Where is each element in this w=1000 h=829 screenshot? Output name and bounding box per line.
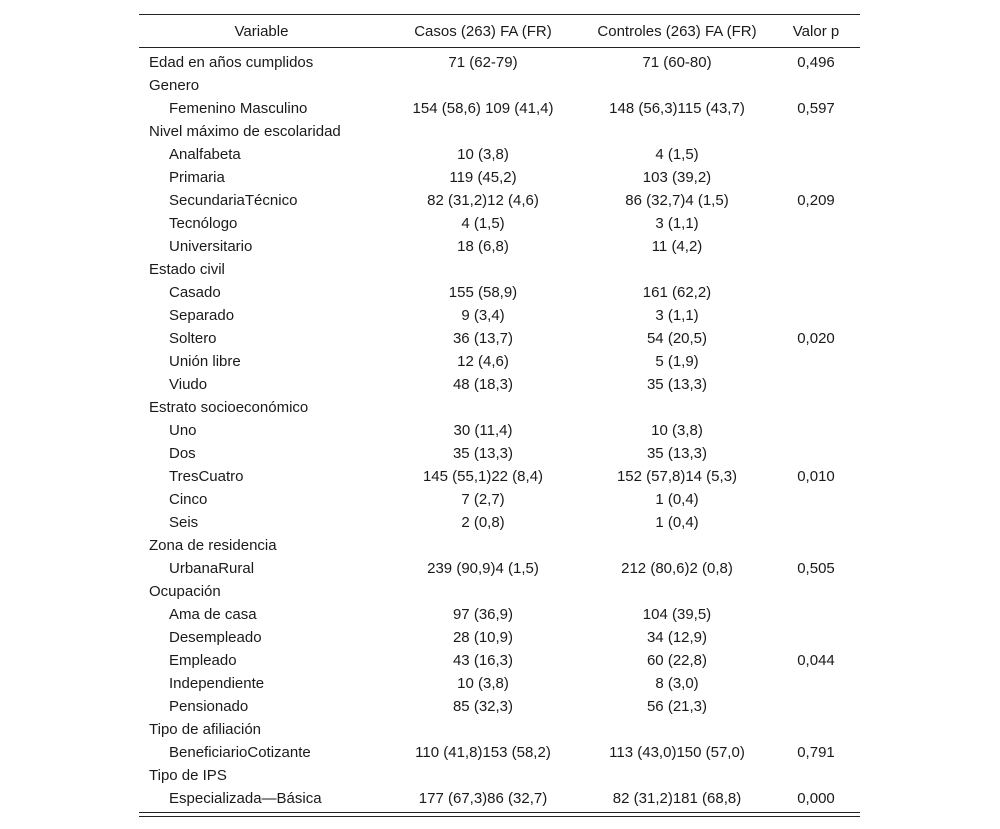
cell-controles: 103 (39,2)	[642, 169, 712, 186]
cell-controles	[582, 74, 772, 97]
cell-controles: 152 (57,8)14 (5,3)	[616, 468, 738, 485]
cell-controles: 86 (32,7)4 (1,5)	[625, 192, 729, 209]
row-variable-label: Tipo de afiliación	[149, 721, 262, 738]
cell-valor-p	[772, 396, 860, 419]
cell-controles	[582, 120, 772, 143]
cell-valor-p	[772, 695, 860, 718]
cell-valor-p: 0,496	[797, 54, 835, 71]
cell-casos	[384, 764, 582, 787]
cell-casos: 9 (3,4)	[461, 307, 505, 324]
cell-controles	[582, 534, 772, 557]
cell-controles	[582, 764, 772, 787]
cell-casos: 110 (41,8)153 (58,2)	[415, 744, 551, 761]
cell-valor-p	[772, 672, 860, 695]
table-row	[139, 304, 860, 327]
cell-valor-p	[772, 74, 860, 97]
cell-valor-p	[772, 442, 860, 465]
cell-casos: 82 (31,2)12 (4,6)	[427, 192, 539, 209]
row-variable-label: Tipo de IPS	[149, 767, 227, 784]
cell-casos	[384, 74, 582, 97]
row-category-label: Casado	[169, 284, 221, 301]
header-variable: Variable	[139, 15, 384, 48]
cell-controles: 11 (4,2)	[651, 238, 703, 255]
table-row	[139, 695, 860, 718]
cell-controles: 5 (1,9)	[655, 353, 699, 370]
cell-casos: 145 (55,1)22 (8,4)	[422, 468, 544, 485]
cell-controles	[582, 718, 772, 741]
row-category-label: Separado	[169, 307, 235, 324]
cell-valor-p	[772, 120, 860, 143]
cell-casos: 177 (67,3)86 (32,7)	[418, 790, 548, 807]
cell-casos	[384, 120, 582, 143]
row-category-label: Universitario	[169, 238, 253, 255]
cell-controles: 113 (43,0)150 (57,0)	[609, 744, 745, 761]
cell-valor-p	[772, 718, 860, 741]
row-variable-label: Estrato socioeconómico	[149, 399, 309, 416]
cell-controles: 1 (0,4)	[655, 514, 699, 531]
row-variable-label: Edad en años cumplidos	[149, 54, 314, 71]
row-variable-label: Zona de residencia	[149, 537, 277, 554]
cell-casos	[384, 718, 582, 741]
cell-casos: 35 (13,3)	[452, 445, 514, 462]
cell-casos: 10 (3,8)	[457, 675, 509, 692]
cell-valor-p	[772, 258, 860, 281]
cell-controles: 54 (20,5)	[646, 330, 708, 347]
table-row	[139, 626, 860, 649]
row-category-label: TresCuatro	[169, 468, 244, 485]
row-category-label: Desempleado	[169, 629, 262, 646]
cell-controles	[582, 580, 772, 603]
table-row	[139, 120, 860, 143]
cell-valor-p	[772, 511, 860, 534]
table-body	[139, 48, 860, 811]
table-row	[139, 511, 860, 534]
cell-valor-p	[772, 764, 860, 787]
row-category-label: Soltero	[169, 330, 217, 347]
table-header	[139, 15, 860, 48]
cell-controles: 4 (1,5)	[655, 146, 699, 163]
header-row	[139, 15, 860, 48]
cell-casos: 85 (32,3)	[452, 698, 514, 715]
table-row	[139, 235, 860, 258]
cell-casos: 10 (3,8)	[457, 146, 509, 163]
cell-controles	[582, 258, 772, 281]
cell-valor-p: 0,010	[797, 468, 835, 485]
cell-valor-p	[772, 603, 860, 626]
cell-valor-p: 0,791	[797, 744, 835, 761]
cell-casos: 239 (90,9)4 (1,5)	[427, 560, 539, 577]
row-category-label: Dos	[169, 445, 196, 462]
cell-valor-p: 0,209	[797, 192, 835, 209]
cell-casos	[384, 580, 582, 603]
table-row	[139, 212, 860, 235]
table-row	[139, 396, 860, 419]
table-row	[139, 327, 860, 350]
cell-controles: 104 (39,5)	[642, 606, 712, 623]
cell-valor-p	[772, 488, 860, 511]
cell-valor-p	[772, 626, 860, 649]
cell-controles: 161 (62,2)	[642, 284, 712, 301]
cell-casos: 71 (62-79)	[448, 54, 518, 71]
cell-valor-p	[772, 304, 860, 327]
header-casos: Casos (263) FA (FR)	[384, 15, 582, 48]
cell-valor-p	[772, 580, 860, 603]
cell-controles: 56 (21,3)	[646, 698, 708, 715]
cell-controles: 34 (12,9)	[646, 629, 708, 646]
table-row	[139, 534, 860, 557]
cell-valor-p	[772, 534, 860, 557]
cell-valor-p: 0,000	[797, 790, 835, 807]
table-row	[139, 48, 860, 75]
cell-valor-p	[772, 166, 860, 189]
table-row	[139, 603, 860, 626]
cell-valor-p	[772, 235, 860, 258]
row-variable-label: Ocupación	[149, 583, 221, 600]
row-category-label: Femenino Masculino	[169, 100, 308, 117]
row-variable-label: Estado civil	[149, 261, 225, 278]
table-row	[139, 741, 860, 764]
cell-controles: 71 (60-80)	[642, 54, 712, 71]
cell-casos: 155 (58,9)	[448, 284, 518, 301]
table-bottom-rule	[139, 812, 860, 817]
cell-controles: 60 (22,8)	[646, 652, 708, 669]
cell-controles: 8 (3,0)	[655, 675, 699, 692]
cell-casos: 2 (0,8)	[461, 514, 505, 531]
row-category-label: Unión libre	[169, 353, 241, 370]
row-variable-label: Genero	[149, 77, 200, 94]
row-category-label: Cinco	[169, 491, 208, 508]
cell-casos: 48 (18,3)	[452, 376, 514, 393]
cell-valor-p: 0,597	[797, 100, 835, 117]
table-row	[139, 488, 860, 511]
table-row	[139, 764, 860, 787]
table-row	[139, 143, 860, 166]
cell-controles: 3 (1,1)	[655, 215, 699, 232]
cell-controles: 82 (31,2)181 (68,8)	[612, 790, 742, 807]
cell-controles: 35 (13,3)	[646, 445, 708, 462]
row-category-label: Analfabeta	[169, 146, 241, 163]
header-valor-p: Valor p	[772, 15, 860, 48]
cell-controles: 212 (80,6)2 (0,8)	[621, 560, 733, 577]
cell-casos: 119 (45,2)	[449, 169, 517, 186]
cell-casos	[384, 396, 582, 419]
table-row	[139, 649, 860, 672]
table-row	[139, 465, 860, 488]
cell-valor-p: 0,505	[797, 560, 835, 577]
cell-valor-p: 0,044	[797, 652, 835, 669]
row-category-label: Independiente	[169, 675, 265, 692]
cell-casos: 30 (11,4)	[453, 422, 513, 439]
row-category-label: Primaria	[169, 169, 225, 186]
row-category-label: Empleado	[169, 652, 237, 669]
table-row	[139, 787, 860, 810]
cell-valor-p: 0,020	[797, 330, 835, 347]
cell-casos: 154 (58,6) 109 (41,4)	[412, 100, 554, 117]
cell-casos: 36 (13,7)	[452, 330, 514, 347]
row-category-label: SecundariaTécnico	[169, 192, 298, 209]
cell-controles: 148 (56,3)115 (43,7)	[609, 100, 745, 117]
data-table-container	[139, 14, 860, 817]
row-category-label: UrbanaRural	[169, 560, 255, 577]
table-row	[139, 672, 860, 695]
table-row	[139, 373, 860, 396]
cell-valor-p	[772, 143, 860, 166]
cell-casos: 7 (2,7)	[461, 491, 505, 508]
cell-controles: 1 (0,4)	[655, 491, 699, 508]
table-row	[139, 258, 860, 281]
table-row	[139, 74, 860, 97]
table-row	[139, 166, 860, 189]
table-row	[139, 189, 860, 212]
table-row	[139, 97, 860, 120]
cell-controles: 3 (1,1)	[655, 307, 699, 324]
cell-casos: 28 (10,9)	[452, 629, 514, 646]
cell-casos: 43 (16,3)	[452, 652, 514, 669]
header-controles: Controles (263) FA (FR)	[582, 15, 772, 48]
cell-casos: 18 (6,8)	[457, 238, 509, 255]
row-variable-label: Nivel máximo de escolaridad	[149, 123, 341, 140]
row-category-label: Uno	[169, 422, 197, 439]
row-category-label: Seis	[169, 514, 199, 531]
cell-casos	[384, 534, 582, 557]
row-category-label: BeneficiarioCotizante	[169, 744, 311, 761]
table-row	[139, 419, 860, 442]
cell-valor-p	[772, 373, 860, 396]
row-category-label: Pensionado	[169, 698, 249, 715]
table-row	[139, 442, 860, 465]
cell-casos: 12 (4,6)	[457, 353, 509, 370]
cell-controles	[582, 396, 772, 419]
table-row	[139, 281, 860, 304]
table-row	[139, 350, 860, 373]
cell-valor-p	[772, 281, 860, 304]
cell-valor-p	[772, 212, 860, 235]
demographics-table	[139, 14, 860, 810]
cell-casos: 97 (36,9)	[452, 606, 514, 623]
cell-casos: 4 (1,5)	[461, 215, 505, 232]
cell-valor-p	[772, 419, 860, 442]
row-category-label: Tecnólogo	[169, 215, 238, 232]
table-row	[139, 718, 860, 741]
cell-valor-p	[772, 350, 860, 373]
row-category-label: Ama de casa	[169, 606, 257, 623]
table-row	[139, 557, 860, 580]
cell-casos	[384, 258, 582, 281]
cell-controles: 10 (3,8)	[651, 422, 703, 439]
cell-controles: 35 (13,3)	[646, 376, 708, 393]
row-category-label: Viudo	[169, 376, 208, 393]
row-category-label: Especializada—Básica	[169, 790, 322, 807]
table-row	[139, 580, 860, 603]
